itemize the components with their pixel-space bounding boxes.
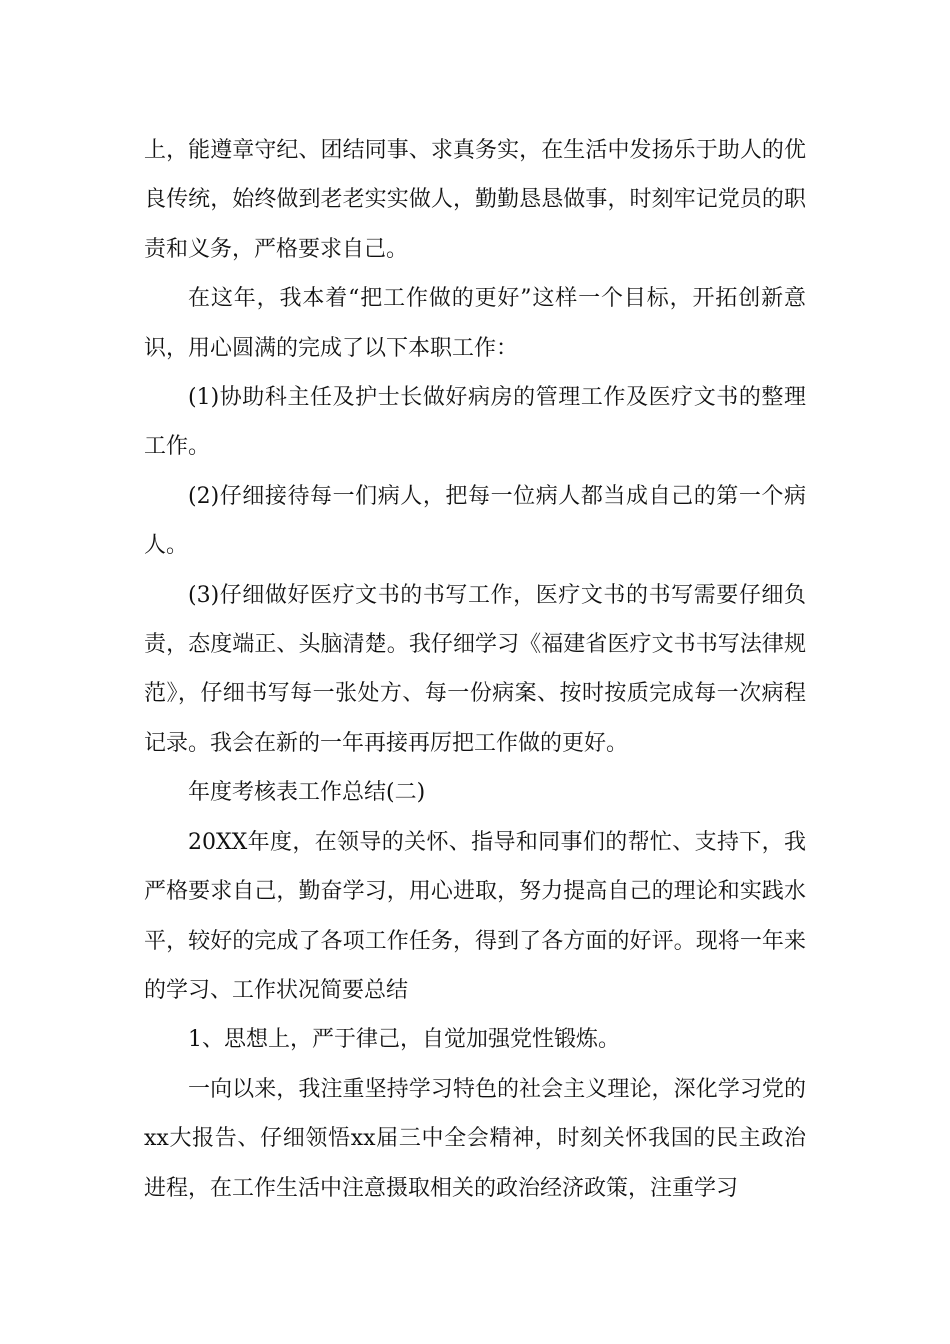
- section-heading: 年度考核表工作总结(二): [188, 780, 426, 806]
- paragraph-point-1: 1、思想上，严于律己，自觉加强党性锻炼。: [188, 1027, 620, 1053]
- paragraph-goal: 在这年，我本着“把工作做的更好”这样一个目标，开拓创新意识，用心圆满的完成了以下本职工作：: [144, 286, 806, 361]
- paragraph-summary-intro: 20XX年度，在领导的关怀、指导和同事们的帮忙、支持下，我严格要求自己，勤奋学习，用心进取，努力提高自己的理论和实践水平，较好的完成了各项工作任务，得到了各方面的好评。现将一年来的学习、工作状况简要总结: [144, 829, 806, 1003]
- paragraph-item-1: (1)协助科主任及护士长做好病房的管理工作及医疗文书的整理工作。: [144, 385, 806, 460]
- paragraph-study: 一向以来，我注重坚持学习特色的社会主义理论，深化学习党的xx大报告、仔细领悟xx届三中全会精神，时刻关怀我国的民主政治进程，在工作生活中注意摄取相关的政治经济政策，注重学习: [144, 1076, 806, 1201]
- paragraph-item-3: (3)仔细做好医疗文书的书写工作，医疗文书的书写需要仔细负责，态度端正、头脑清楚。我仔细学习《福建省医疗文书书写法律规范》，仔细书写每一张处方、每一份病案、按时按质完成每一次病程记录。我会在新的一年再接再厉把工作做的更好。: [144, 582, 806, 756]
- paragraph-continuation: 上，能遵章守纪、团结同事、求真务实，在生活中发扬乐于助人的优良传统，始终做到老老实实做人，勤勤恳恳做事，时刻牢记党员的职责和义务，严格要求自己。: [144, 138, 806, 262]
- paragraph-item-2: (2)仔细接待每一们病人，把每一位病人都当成自己的第一个病人。: [144, 483, 806, 559]
- document-body: [144, 126, 806, 1213]
